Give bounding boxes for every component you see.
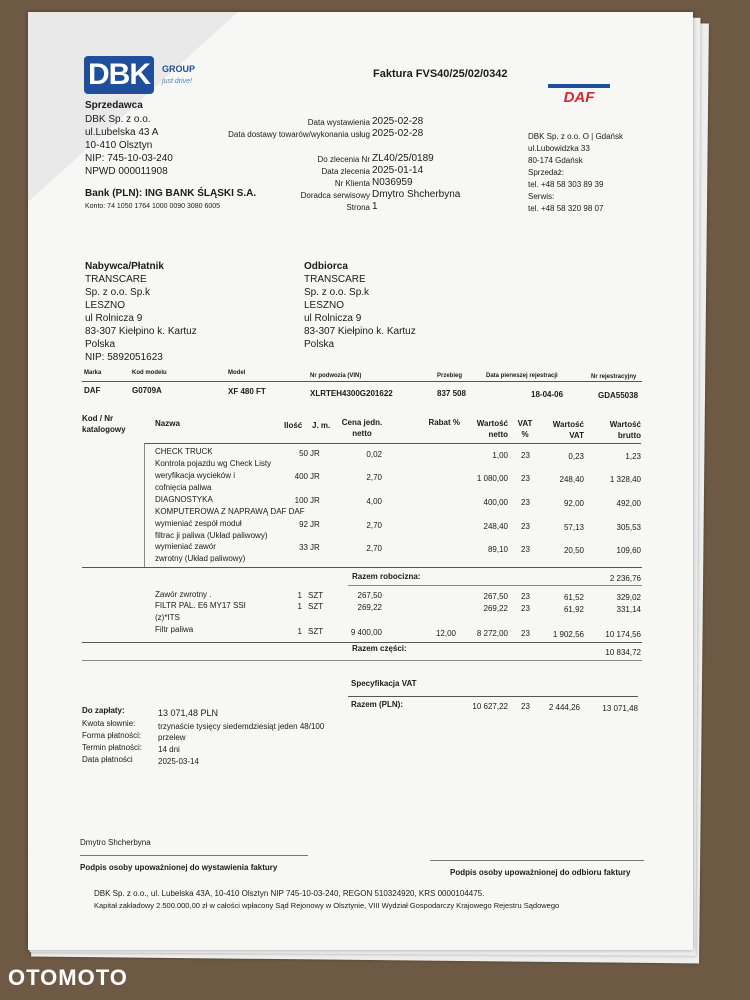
- meta-value: 1: [372, 201, 378, 212]
- payment-value: trzynaście tysięcy siedemdziesiąt jeden 48/100: [158, 722, 325, 731]
- row-gross: 109,60: [616, 546, 641, 555]
- row-unit: JR: [310, 496, 320, 505]
- branch-line: DBK Sp. z o.o. O | Gdańsk: [528, 132, 624, 141]
- dbk-logo-group: GROUP: [162, 64, 196, 74]
- meta-value: Dmytro Shcherbyna: [372, 189, 461, 200]
- row-price: 267,50: [357, 591, 382, 600]
- table-header-divider: [144, 443, 641, 444]
- vehicle-header: Kod modelu: [132, 370, 167, 376]
- parts-total-value: 10 834,72: [605, 648, 641, 657]
- row-discount: 12,00: [435, 629, 456, 638]
- row-vat-pct: 23: [521, 545, 530, 554]
- buyer-line: ul Rolnicza 9: [85, 313, 143, 324]
- row-vat-pct: 23: [521, 604, 530, 613]
- row-name: CHECK TRUCK: [155, 447, 213, 456]
- row-vat-pct: 23: [521, 629, 530, 638]
- issuer-signature-line: [80, 855, 308, 856]
- row-gross: 331,14: [616, 605, 641, 614]
- buyer-line: Sp. z o.o. Sp.k: [85, 287, 151, 298]
- vat-spec-net: 10 627,22: [472, 702, 508, 711]
- branch-line: ul.Lubowidzka 33: [528, 144, 590, 153]
- meta-value: 2025-02-28: [372, 128, 424, 139]
- seller-line: NIP: 745-10-03-240: [85, 153, 173, 164]
- row-name: (z)*ITS: [155, 613, 180, 622]
- row-vat: 92,00: [563, 499, 584, 508]
- seller-line: NPWD 000011908: [85, 166, 168, 177]
- row-unit: SZT: [308, 602, 324, 611]
- row-name: filtrac ji paliwa (Układ paliwowy): [155, 531, 268, 540]
- row-net: 89,10: [487, 545, 508, 554]
- col-header-price: Cena jedn. netto: [341, 418, 383, 438]
- row-qty: 1: [297, 591, 302, 600]
- recipient-line: ul Rolnicza 9: [304, 313, 362, 324]
- vat-spec-heading: Specyfikacja VAT: [351, 679, 417, 688]
- row-price: 2,70: [366, 544, 382, 553]
- row-gross: 1 328,40: [609, 475, 641, 484]
- row-qty: 400: [294, 472, 308, 481]
- payment-label: Termin płatności:: [82, 743, 143, 752]
- col-header-code: Kod / Nr katalogowy: [82, 414, 126, 434]
- vehicle-value: DAF: [84, 386, 101, 395]
- invoice-sheet: [28, 12, 693, 950]
- row-vat-pct: 23: [521, 451, 530, 460]
- row-qty: 92: [299, 520, 308, 529]
- row-unit: JR: [310, 449, 320, 458]
- row-net: 1,00: [492, 451, 508, 460]
- row-name: Kontrola pojazdu wg Check Listy: [155, 459, 272, 468]
- receiver-signature-line: [430, 860, 644, 861]
- vehicle-divider: [82, 381, 642, 382]
- branch-line: Sprzedaż:: [528, 168, 565, 177]
- payment-value: 13 071,48 PLN: [158, 708, 219, 718]
- labour-total-value: 2 236,76: [609, 574, 641, 583]
- payment-value: przelew: [158, 733, 186, 742]
- vehicle-value: 837 508: [437, 389, 466, 398]
- vat-spec-label: Razem (PLN):: [351, 700, 404, 709]
- seller-heading: Sprzedawca: [85, 100, 143, 111]
- payment-value: 2025-03-14: [158, 757, 199, 766]
- buyer-heading: Nabywca/Płatnik: [85, 261, 164, 272]
- row-gross: 492,00: [616, 499, 641, 508]
- invoice-title: Faktura FVS40/25/02/0342: [373, 68, 508, 80]
- col-header-name: Nazwa: [155, 419, 180, 428]
- row-vat: 61,52: [563, 593, 584, 602]
- row-name: cofnięcia paliwa: [155, 483, 212, 492]
- labour-total-divider: [348, 585, 642, 586]
- recipient-line: Polska: [304, 339, 335, 350]
- parts-divider: [82, 642, 642, 643]
- row-qty: 50: [299, 449, 308, 458]
- row-vat: 1 902,56: [552, 630, 584, 639]
- labour-divider: [82, 567, 642, 568]
- row-vat-pct: 23: [521, 498, 530, 507]
- row-price: 0,02: [366, 450, 382, 459]
- meta-label: Strona: [346, 203, 370, 212]
- row-name: wymieniać zawór: [155, 542, 216, 551]
- row-vat-pct: 23: [521, 592, 530, 601]
- vat-spec-vat: 2 444,26: [548, 703, 580, 712]
- col-header-gross: Wartość brutto: [609, 420, 641, 440]
- col-header-net: Wartość netto: [476, 419, 508, 439]
- row-name: wymieniać zespół moduł: [155, 519, 242, 528]
- row-vat-pct: 23: [521, 522, 530, 531]
- branch-line: tel. +48 58 320 98 07: [528, 204, 604, 213]
- row-name: Zawór zwrotny .: [155, 590, 212, 599]
- dbk-logo-tagline: just drive!: [162, 78, 192, 85]
- vehicle-header: Przebieg: [437, 373, 463, 379]
- row-price: 269,22: [357, 603, 382, 612]
- recipient-heading: Odbiorca: [304, 261, 348, 272]
- meta-label: Do zlecenia Nr: [317, 155, 370, 164]
- vat-spec-vat-pct: 23: [521, 702, 530, 711]
- row-price: 2,70: [366, 521, 382, 530]
- row-name: zwrotny (Układ paliwowy): [155, 554, 246, 563]
- vehicle-value: 18-04-06: [531, 390, 564, 399]
- payment-label: Data płatności: [82, 755, 133, 764]
- recipient-line: 83-307 Kiełpino k. Kartuz: [304, 326, 416, 337]
- row-unit: JR: [310, 520, 320, 529]
- seller-line: DBK Sp. z o.o.: [85, 114, 151, 125]
- otomoto-watermark: OTOMOTO: [8, 965, 128, 990]
- vehicle-value: XF 480 FT: [228, 387, 266, 396]
- meta-label: Nr Klienta: [334, 179, 370, 188]
- recipient-line: LESZNO: [304, 300, 345, 311]
- buyer-line: TRANSCARE: [85, 274, 147, 285]
- recipient-line: TRANSCARE: [304, 274, 366, 285]
- col-header-discount: Rabat %: [428, 418, 460, 427]
- footer-line: DBK Sp. z o.o., ul. Lubelska 43A, 10-410 Olsztyn NIP 745-10-03-240, REGON 510324920, KRS 0000104475.: [94, 889, 485, 898]
- parts-total-divider: [82, 660, 642, 661]
- seller-bank: Bank (PLN): ING BANK ŚLĄSKI S.A.: [85, 188, 257, 199]
- row-vat: 248,40: [559, 475, 584, 484]
- meta-label: Data dostawy towarów/wykonania usług: [228, 130, 370, 139]
- row-net: 267,50: [483, 592, 508, 601]
- row-gross: 305,53: [616, 523, 641, 532]
- receiver-signature-label: Podpis osoby upoważnionej do odbioru faktury: [450, 868, 631, 877]
- vehicle-header: Marka: [84, 370, 102, 376]
- daf-logo-text: DAF: [563, 89, 595, 104]
- row-qty: 1: [297, 602, 302, 611]
- col-header-unit: J. m.: [312, 421, 331, 430]
- meta-value: N036959: [372, 177, 413, 188]
- row-net: 1 080,00: [476, 474, 508, 483]
- row-name: Filtr paliwa: [155, 625, 194, 634]
- vat-spec-divider: [348, 696, 638, 697]
- dbk-logo: DBK: [84, 56, 154, 94]
- issuer-name: Dmytro Shcherbyna: [80, 838, 151, 847]
- row-unit: JR: [310, 543, 320, 552]
- row-vat: 20,50: [563, 546, 584, 555]
- table-left-border: [144, 443, 145, 568]
- row-gross: 329,02: [616, 593, 641, 602]
- payment-label: Kwota słownie:: [82, 719, 136, 728]
- row-gross: 1,23: [625, 452, 641, 461]
- seller-line: 10-410 Olsztyn: [85, 140, 153, 151]
- vehicle-header: Nr rejestracyjny: [591, 374, 637, 380]
- row-unit: JR: [310, 472, 320, 481]
- row-qty: 100: [294, 496, 308, 505]
- row-net: 269,22: [483, 604, 508, 613]
- col-header-vat: Wartość VAT: [552, 420, 584, 440]
- row-vat: 61,92: [563, 605, 584, 614]
- row-unit: SZT: [308, 591, 324, 600]
- parts-total-label: Razem części:: [352, 644, 407, 653]
- vehicle-value: XLRTEH4300G201622: [310, 389, 393, 398]
- seller-line: ul.Lubelska 43 A: [85, 127, 159, 138]
- row-price: 4,00: [366, 497, 382, 506]
- row-vat: 57,13: [563, 523, 584, 532]
- row-name: KOMPUTEROWA Z NAPRAWĄ DAF DAF: [155, 507, 305, 516]
- payment-label: Do zapłaty:: [82, 706, 125, 715]
- buyer-line: Polska: [85, 339, 116, 350]
- buyer-line: LESZNO: [85, 300, 126, 311]
- col-header-qty: Ilość: [284, 421, 303, 430]
- payment-label: Forma płatności:: [82, 731, 142, 740]
- meta-label: Data wystawienia: [307, 118, 370, 127]
- col-header-vat-pct: VAT %: [517, 419, 533, 439]
- vehicle-header: Data pierwszej rejestracji: [486, 373, 558, 379]
- vehicle-value: G0709A: [132, 386, 162, 395]
- meta-value: 2025-01-14: [372, 165, 424, 176]
- issuer-signature-label: Podpis osoby upoważnionej do wystawienia faktury: [80, 863, 278, 872]
- row-unit: SZT: [308, 627, 324, 636]
- vehicle-value: GDA55038: [598, 391, 639, 400]
- row-vat-pct: 23: [521, 474, 530, 483]
- branch-line: 80-174 Gdańsk: [528, 156, 583, 165]
- labour-total-label: Razem robocizna:: [352, 572, 421, 581]
- row-net: 8 272,00: [476, 629, 508, 638]
- row-gross: 10 174,56: [605, 630, 641, 639]
- buyer-line: NIP: 5892051623: [85, 352, 163, 363]
- row-name: weryfikacja wycieków i: [155, 471, 236, 480]
- meta-label: Doradca serwisowy: [300, 191, 370, 200]
- buyer-line: 83-307 Kiełpino k. Kartuz: [85, 326, 197, 337]
- vehicle-header: Nr podwozia (VIN): [310, 373, 362, 379]
- row-net: 248,40: [483, 522, 508, 531]
- row-qty: 33: [299, 543, 308, 552]
- meta-value: ZL40/25/0189: [372, 153, 434, 164]
- row-qty: 1: [297, 627, 302, 636]
- row-price: 2,70: [366, 473, 382, 482]
- branch-line: Serwis:: [528, 192, 555, 201]
- daf-logo: [548, 84, 610, 104]
- row-price: 9 400,00: [350, 628, 382, 637]
- branch-line: tel. +48 58 303 89 39: [528, 180, 604, 189]
- vehicle-header: Model: [228, 370, 246, 376]
- row-name: DIAGNOSTYKA: [155, 495, 213, 504]
- row-vat: 0,23: [568, 452, 584, 461]
- vat-spec-gross: 13 071,48: [602, 704, 638, 713]
- payment-value: 14 dni: [158, 745, 180, 754]
- recipient-line: Sp. z o.o. Sp.k: [304, 287, 370, 298]
- meta-label: Data zlecenia: [321, 167, 370, 176]
- row-name: FILTR PAL. E6 MY17 SSI: [155, 601, 246, 610]
- footer-line: Kapitał zakładowy 2.500.000,00 zł w całości wpłacony Sąd Rejonowy w Olsztynie, VIII Wydział Gospodarczy Krajowego Rejestru Sądowego: [94, 901, 560, 910]
- seller-account: Konto: 74 1050 1764 1000 0090 3080 6005: [85, 203, 221, 210]
- meta-value: 2025-02-28: [372, 116, 424, 127]
- row-net: 400,00: [483, 498, 508, 507]
